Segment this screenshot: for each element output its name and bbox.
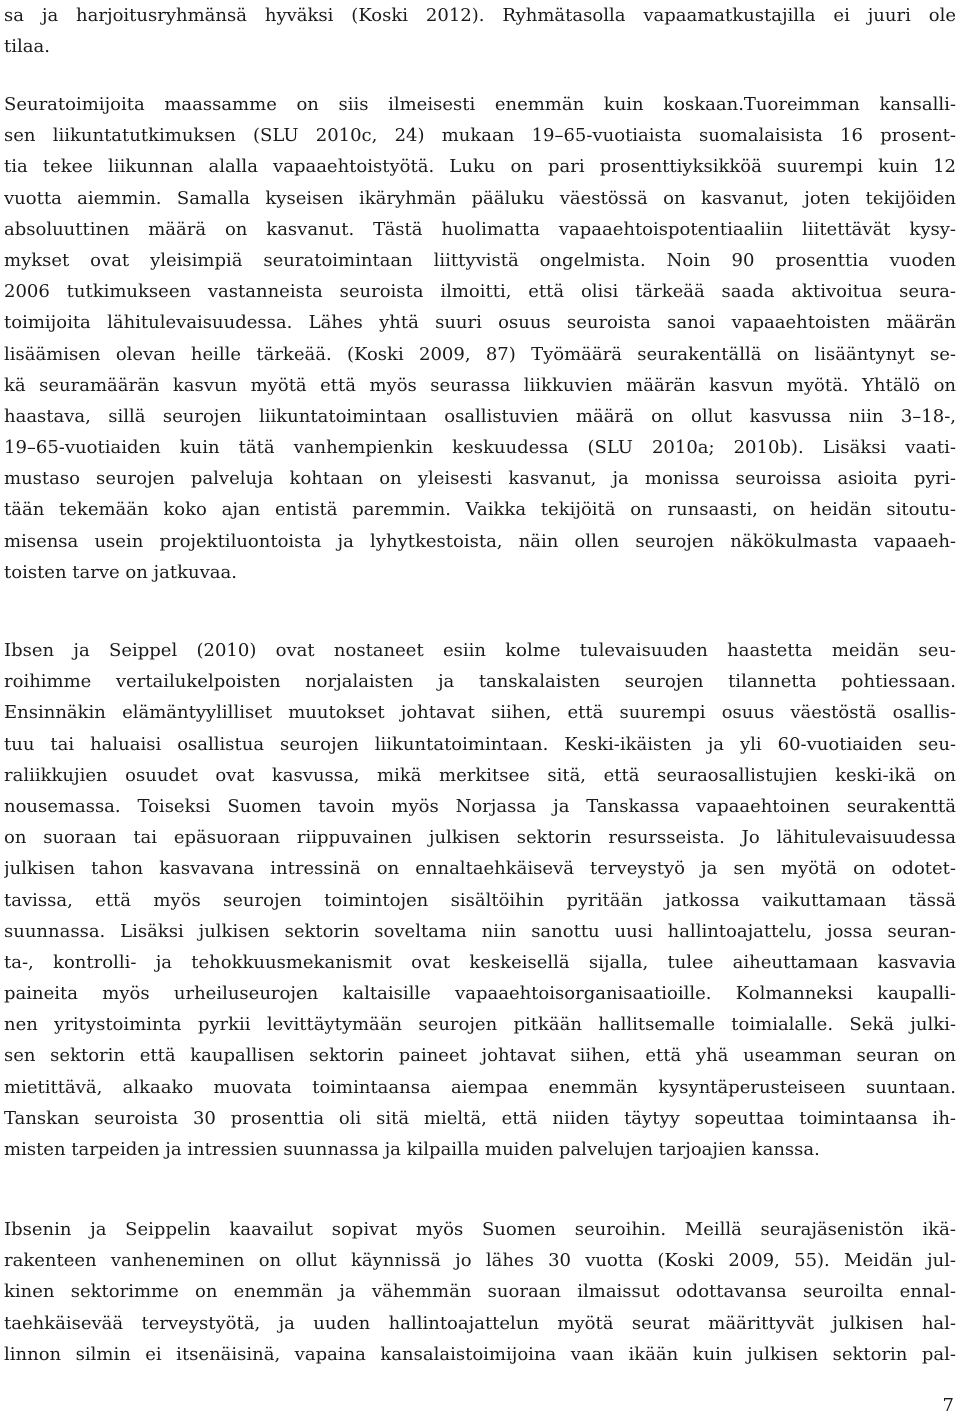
text-line: Ibsen ja Seippel (2010) ovat nostaneet esiin kolme tulevaisuuden haastetta meidän seu- (4, 640, 956, 661)
text-line: mustaso seurojen palveluja kohtaan on yleisesti kasvanut, ja monissa seuroissa asioita pyri- (4, 468, 956, 490)
text-line: tia tekee liikunnan alalla vapaaehtoistyötä. Luku on pari prosenttiyksikköä suurempi kuin 12 (4, 156, 956, 178)
text-line: linnon silmin ei itsenäisinä, vapaina kansalaistoimijoina vaan ikään kuin julkisen sektorin pal- (4, 1343, 956, 1365)
text-line: Ensinnäkin elämäntyylilliset muutokset johtavat siihen, että suurempi osuus väestöstä osallis- (4, 702, 956, 724)
text-line: absoluuttinen määrä on kasvanut. Tästä huolimatta vapaaehtoispotentiaaliin liitettävät kysy- (4, 218, 956, 240)
text-line: lisäämisen olevan heille tärkeää. (Koski 2009, 87) Työmäärä seurakentällä on lisääntynyt se- (4, 343, 956, 365)
text-line: toimijoita lähitulevaisuudessa. Lähes yhtä suuri osuus seuroista sanoi vapaaehtoisten määrän (4, 312, 956, 334)
text-line: kinen sektorimme on enemmän ja vähemmän suoraan ilmaissut odottavansa seuroilta ennal- (4, 1281, 956, 1303)
text-line: roihimme vertailukelpoisten norjalaisten ja tanskalaisten seurojen tilannetta pohtiessaan. (4, 671, 956, 693)
text-line: sen sektorin että kaupallisen sektorin paineet johtavat siihen, että yhä useamman seuran on (4, 1045, 956, 1067)
text-line: paineita myös urheiluseurojen kaltaisille vapaaehtoisorganisaatioille. Kolmanneksi kaupalli- (4, 983, 956, 1005)
text-line: nen yritystoiminta pyrkii levittäytymään seurojen pitkään hallitsemalle toimialalle. Sekä julki- (4, 1014, 956, 1036)
text-line: julkisen tahon kasvavana intressinä on ennaltaehkäisevä terveystyö ja sen myötä on odotet- (4, 858, 956, 880)
text-line: 19–65-vuotiaiden kuin tätä vanhempienkin keskuudessa (SLU 2010a; 2010b). Lisäksi vaati- (4, 437, 956, 459)
page-number: 7 (942, 1395, 954, 1416)
text-line: sen liikuntatutkimuksen (SLU 2010c, 24) mukaan 19–65-vuotiaista suomalaisista 16 prosent- (4, 125, 956, 147)
text-line: mykset ovat yleisimpiä seuratoimintaan liittyvistä ongelmista. Noin 90 prosenttia vuoden (4, 249, 956, 271)
text-line: tilaa. (4, 36, 50, 58)
text-line: Seuratoimijoita maassamme on siis ilmeisesti enemmän kuin koskaan.Tuoreimman kansalli- (4, 94, 956, 115)
text-line: suunnassa. Lisäksi julkisen sektorin soveltama niin sanottu uusi hallintoajattelu, jossa seuran- (4, 920, 956, 942)
text-line: Ibsenin ja Seippelin kaavailut sopivat myös Suomen seuroihin. Meillä seurajäsenistön ikä- (4, 1219, 956, 1240)
text-line: tuu tai haluaisi osallistua seurojen liikuntatoimintaan. Keski-ikäisten ja yli 60-vuotiaiden seu- (4, 733, 956, 755)
text-line: 2006 tutkimukseen vastanneista seuroista ilmoitti, että olisi tärkeää saada aktivoitua seura- (4, 281, 956, 303)
text-line: haastava, sillä seurojen liikuntatoimintaan osallistuvien määrä on ollut kasvussa niin 3–18-, (4, 405, 956, 427)
text-line: Tanskan seuroista 30 prosenttia oli sitä mieltä, että niiden täytyy sopeuttaa toimintaansa ih- (4, 1107, 956, 1129)
paragraph-2 (4, 89, 956, 588)
text-line: kä seuramäärän kasvun myötä että myös seurassa liikkuvien määrän kasvun myötä. Yhtälö on (4, 374, 956, 396)
text-line: tavissa, että myös seurojen toimintojen sisältöihin pyritään jatkossa vaikuttamaan tässä (4, 889, 956, 911)
text-line: taehkäisevää terveystyötä, ja uuden hallintoajattelun myötä seurat määrittyvät julkisen hal- (4, 1312, 956, 1334)
paragraph-1 (4, 0, 956, 62)
text-line: misensa usein projektiluontoista ja lyhytkestoista, näin ollen seurojen näkökulmasta vapaaeh- (4, 530, 956, 552)
text-line: sa ja harjoitusryhmänsä hyväksi (Koski 2012). Ryhmätasolla vapaamatkustajilla ei juuri ole (4, 5, 956, 26)
text-line: raliikkujien osuudet ovat kasvussa, mikä merkitsee sitä, että seuraosallistujien keski-ikä on (4, 764, 956, 786)
text-line: nousemassa. Toiseksi Suomen tavoin myös Norjassa ja Tanskassa vapaaehtoinen seurakenttä (4, 795, 956, 817)
paragraph-3 (4, 635, 956, 1165)
text-line: misten tarpeiden ja intressien suunnassa ja kilpailla muiden palvelujen tarjoajien kanssa. (4, 1139, 820, 1160)
text-line: ta-, kontrolli- ja tehokkuusmekanismit ovat keskeisellä sijalla, tulee aiheuttamaan kasvavia (4, 951, 956, 973)
text-line: tään tekemään koko ajan entistä paremmin. Vaikka tekijöitä on runsaasti, on heidän sitoutu- (4, 499, 956, 521)
paragraph-4 (4, 1214, 956, 1370)
text-line: toisten tarve on jatkuvaa. (4, 561, 237, 583)
text-line: on suoraan tai epäsuoraan riippuvainen julkisen sektorin resursseista. Jo lähitulevaisuudessa (4, 827, 956, 849)
text-line: mietittävä, alkaako muovata toimintaansa aiempaa enemmän kysyntäperusteiseen suuntaan. (4, 1076, 956, 1098)
text-line: rakenteen vanheneminen on ollut käynnissä jo lähes 30 vuotta (Koski 2009, 55). Meidän jul- (4, 1250, 956, 1272)
text-line: vuotta aiemmin. Samalla kyseisen ikäryhmän pääluku väestössä on kasvanut, joten tekijöiden (4, 187, 956, 209)
